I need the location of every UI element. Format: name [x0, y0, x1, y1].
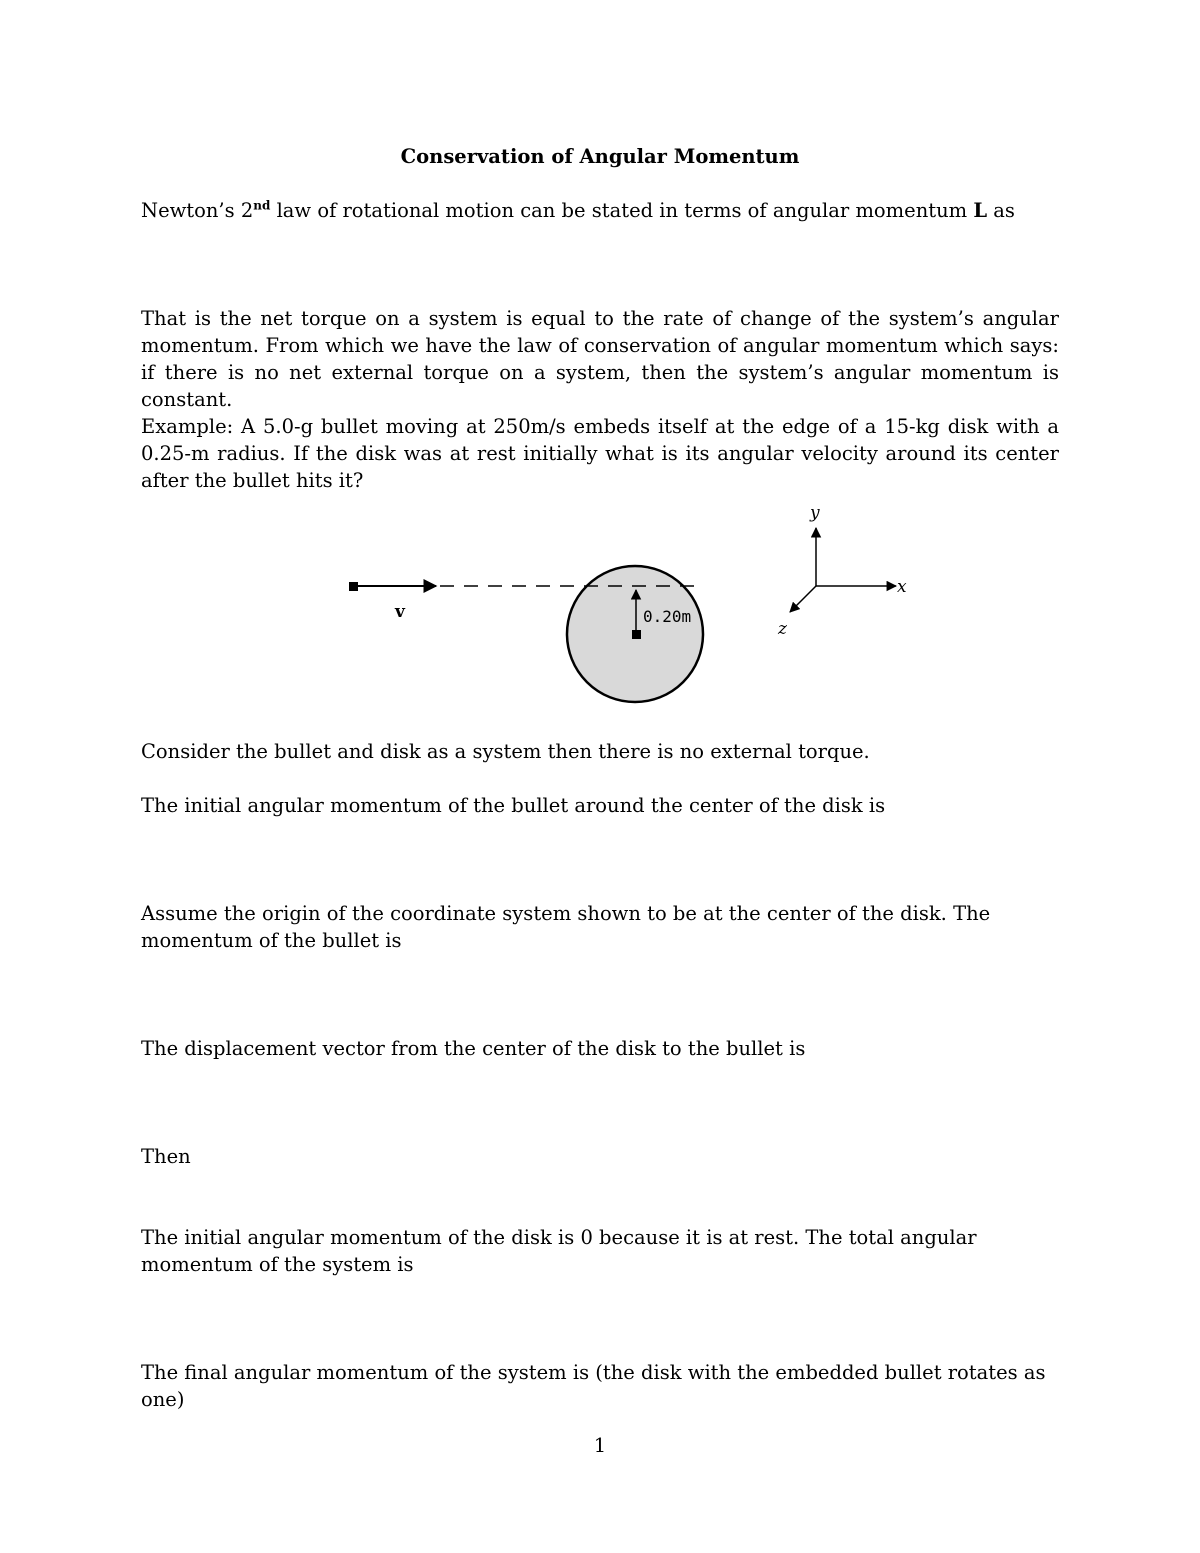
- intro-text-1: Newton’s 2: [141, 199, 254, 222]
- page-title: Conservation of Angular Momentum: [400, 145, 800, 168]
- intro-text-3: as: [987, 199, 1015, 222]
- example-paragraph: Example: A 5.0-g bullet moving at 250m/s embeds itself at the edge of a 15-kg disk with a 0.25-m radius. If the disk was at rest initially what is its angular velocity around its center after the bullet hits it?: [141, 415, 1059, 492]
- origin-paragraph: Assume the origin of the coordinate system shown to be at the center of the disk. The momentum of the bullet is: [141, 902, 991, 952]
- displacement-paragraph: The displacement vector from the center of the disk to the bullet is: [141, 1037, 806, 1060]
- final-momentum-paragraph: The final angular momentum of the system is (the disk with the embedded bullet rotates as one): [141, 1361, 1046, 1411]
- z-axis-arrow: [790, 586, 816, 612]
- then-paragraph: Then: [141, 1145, 191, 1168]
- x-axis-label: x: [897, 577, 907, 597]
- distance-label: 0.20m: [643, 607, 692, 626]
- y-axis-label: y: [810, 503, 820, 523]
- intro-superscript: nd: [253, 198, 271, 213]
- total-momentum-paragraph: The initial angular momentum of the disk is 0 because it is at rest. The total angular momentum of the system is: [141, 1226, 977, 1276]
- angular-momentum-symbol: L: [973, 199, 988, 222]
- initial-bullet-paragraph: The initial angular momentum of the bullet around the center of the disk is: [141, 794, 886, 817]
- velocity-label: v: [395, 602, 405, 622]
- disk-center-point: [632, 630, 641, 639]
- page-number: 1: [593, 1434, 607, 1457]
- intro-text-2: law of rotational motion can be stated in terms of angular momentum: [270, 199, 974, 222]
- torque-paragraph: That is the net torque on a system is equal to the rate of change of the system’s angular momentum. From which we have the law of conservation of angular momentum which says: if there is no net external torque on a system, then the system’s angular momentum is constant.: [141, 307, 1059, 411]
- system-paragraph: Consider the bullet and disk as a system then there is no external torque.: [141, 740, 870, 763]
- z-axis-label: z: [778, 619, 787, 639]
